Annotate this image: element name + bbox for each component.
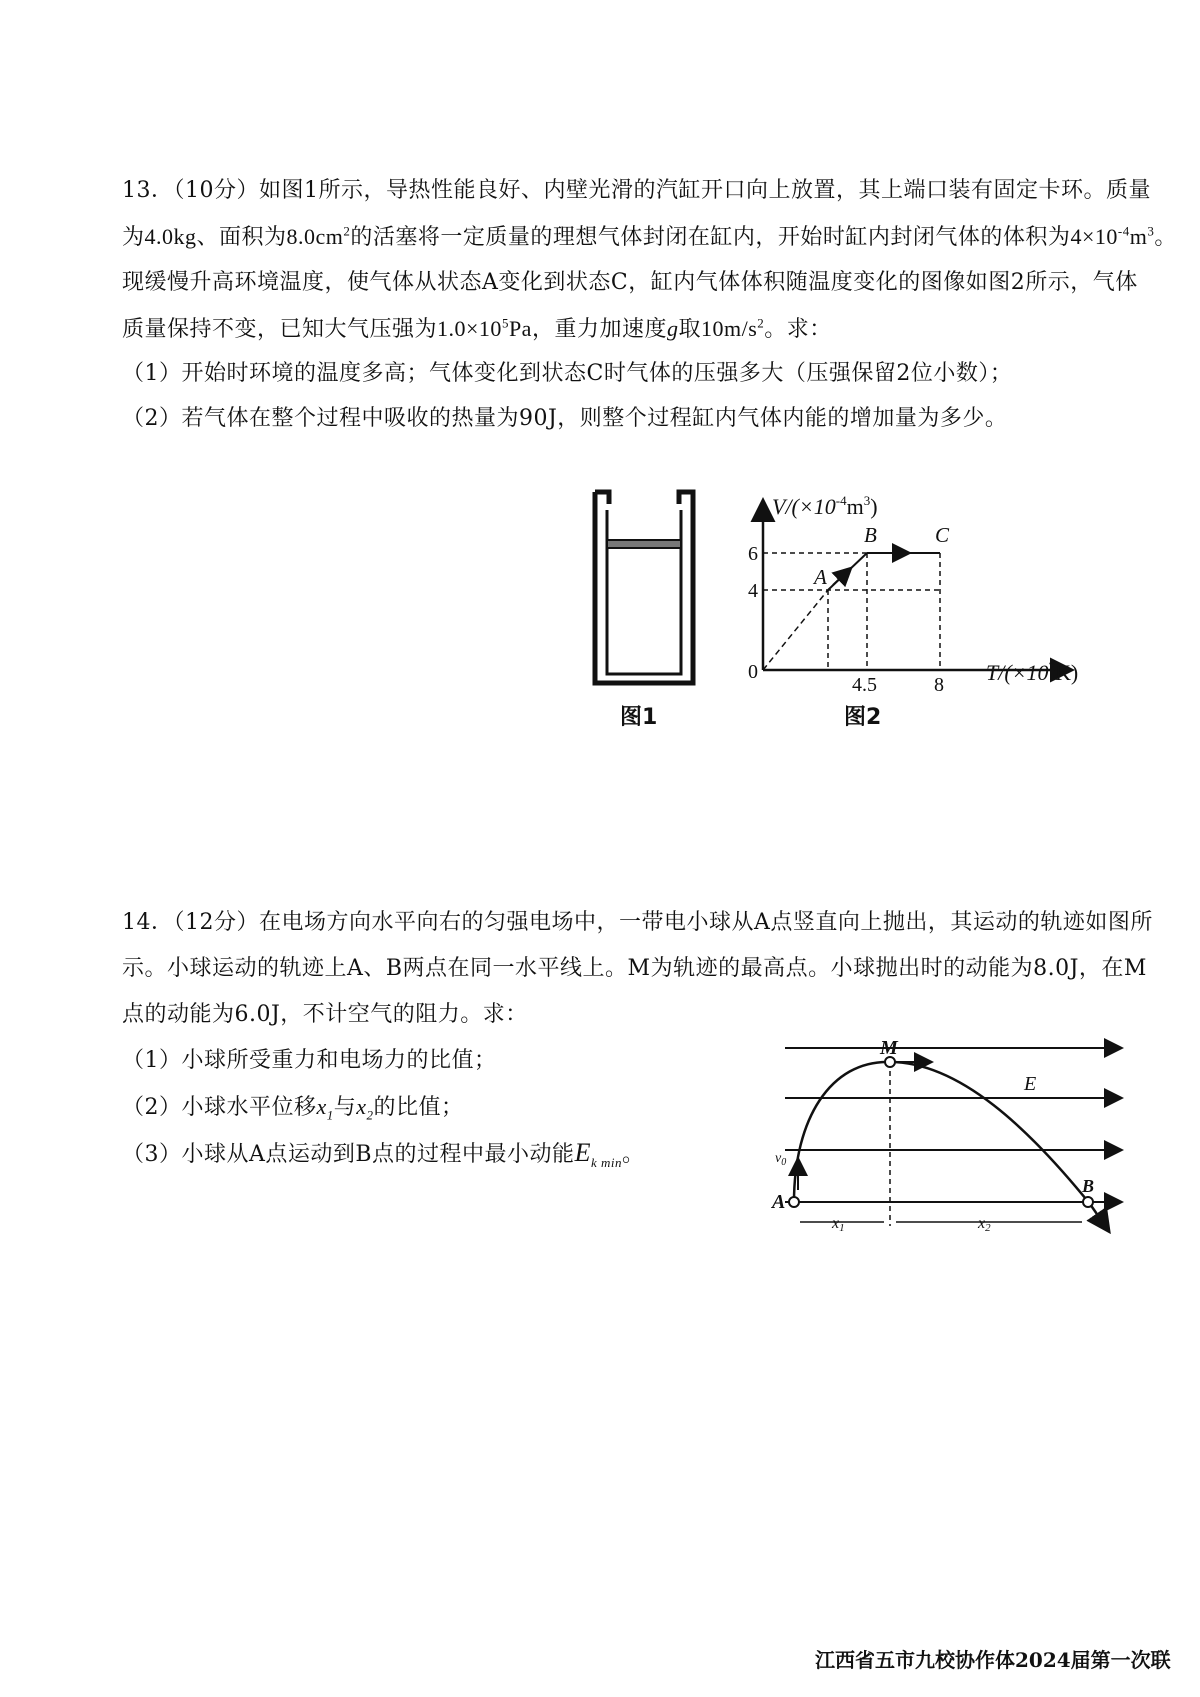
label-e: E: [1024, 1073, 1037, 1095]
q13-line4-mid2: 取: [678, 317, 701, 342]
process-a-to-b-arrow: [833, 569, 850, 585]
point-a: [789, 1197, 799, 1207]
volume-value: $4\times 10^{-4}m^3$: [1070, 223, 1155, 249]
q13-line2-mid1: 、面积为: [196, 225, 287, 250]
label-x2: x2: [978, 1215, 991, 1234]
q14-line-3: 点的动能为6.0J，不计空气的阻力。求：: [122, 1002, 528, 1027]
q14-subquestion-1: （1）小球所受重力和电场力的比值；: [122, 1048, 497, 1073]
g-value: $10m/s^2$: [700, 315, 765, 341]
q13-line4-mid: ，重力加速度: [531, 317, 667, 342]
area-value: $8.0cm^2$: [286, 223, 351, 249]
figure2-caption: 图2: [844, 705, 882, 730]
q13-line4-pre: 质量保持不变，已知大气压强为: [122, 317, 438, 342]
q13-subquestion-2: （2）若气体在整个过程中吸收的热量为90J，则整个过程缸内气体内能的增加量为多少。: [122, 406, 1008, 431]
q13-line-2: [122, 222, 1177, 253]
q13-line4-end: 。求：: [764, 317, 832, 342]
y-tick-6: 6: [748, 543, 758, 565]
x-tick-8: 8: [934, 674, 944, 696]
dashed-origin-to-a: [763, 590, 828, 670]
trajectory-curve: [794, 1062, 1108, 1230]
q14-line-2: 示。小球运动的轨迹上A、B两点在同一水平线上。M为轨迹的最高点。小球抛出时的动能为8.0J，在M: [122, 956, 1147, 981]
q14-sub2-pre: （2）小球水平位移: [122, 1095, 317, 1120]
q13-line-4: [122, 314, 1160, 345]
footer-exam-title: 江西省五市九校协作体2024届第一次联: [815, 1648, 1171, 1672]
q14-line-1: 14．（12分）在电场方向水平向右的匀强电场中，一带电小球从A点竖直向上抛出，其运动的轨迹如图所: [122, 910, 1153, 935]
q13-line2-pre: 为: [122, 225, 145, 250]
point-b-label: B: [864, 523, 877, 547]
mass-value: 4.0kg: [144, 224, 197, 249]
y-axis-label: $V/(\times 10^{-4}m^3)$: [772, 493, 878, 519]
y-tick-4: 4: [748, 580, 758, 602]
piston: [607, 540, 681, 548]
point-a-label: A: [814, 565, 827, 589]
q13-line2-end: 。: [1154, 225, 1177, 250]
label-m: M: [880, 1037, 898, 1059]
point-b: [1083, 1197, 1093, 1207]
g-symbol: g: [666, 316, 679, 341]
cylinder-figure: [585, 488, 705, 688]
atmospheric-pressure: $1.0\times 10^5Pa$: [437, 315, 532, 341]
q13-subquestion-1: （1）开始时环境的温度多高；气体变化到状态C时气体的压强多大（压强保留2位小数）；: [122, 361, 1013, 386]
trajectory-figure: [770, 1030, 1130, 1234]
point-c-label: C: [935, 523, 950, 547]
q14-sub3-end: 。: [621, 1142, 645, 1167]
origin-label: 0: [748, 661, 758, 683]
q13-line-1: 13．（10分）如图1所示，导热性能良好、内壁光滑的汽缸开口向上放置，其上端口装有固定卡环。质量: [122, 178, 1151, 203]
q13-line-3: 现缓慢升高环境温度，使气体从状态A变化到状态C，缸内气体体积随温度变化的图像如图2所示，气体: [122, 270, 1138, 295]
label-v0: $v_0$: [775, 1151, 787, 1168]
q14-sub2-end: 的比值；: [373, 1095, 464, 1120]
x1-symbol: $x_1$: [316, 1094, 334, 1123]
label-x1: x1: [832, 1215, 845, 1234]
vt-graph: [740, 493, 1100, 696]
x-tick-4-5: 4.5: [852, 674, 877, 696]
cylinder-wall: [595, 492, 693, 683]
label-a: A: [772, 1191, 786, 1213]
q14-sub3-pre: （3）小球从A点运动到B点的过程中最小动能: [122, 1142, 575, 1167]
cylinder-inner-wall: [607, 510, 681, 674]
x2-symbol: $x_2$: [356, 1094, 374, 1123]
figure1-caption: 图1: [620, 705, 658, 730]
label-b: B: [1082, 1176, 1095, 1196]
q14-sub2-mid: 与: [333, 1095, 357, 1120]
q13-line2-mid2: 的活塞将一定质量的理想气体封闭在缸内，开始时缸内封闭气体的体积为: [350, 225, 1071, 250]
x-axis-label: $T/(\times 10^2K)$: [986, 659, 1079, 685]
ek-min-symbol: $E_{k min}$: [574, 1138, 622, 1171]
